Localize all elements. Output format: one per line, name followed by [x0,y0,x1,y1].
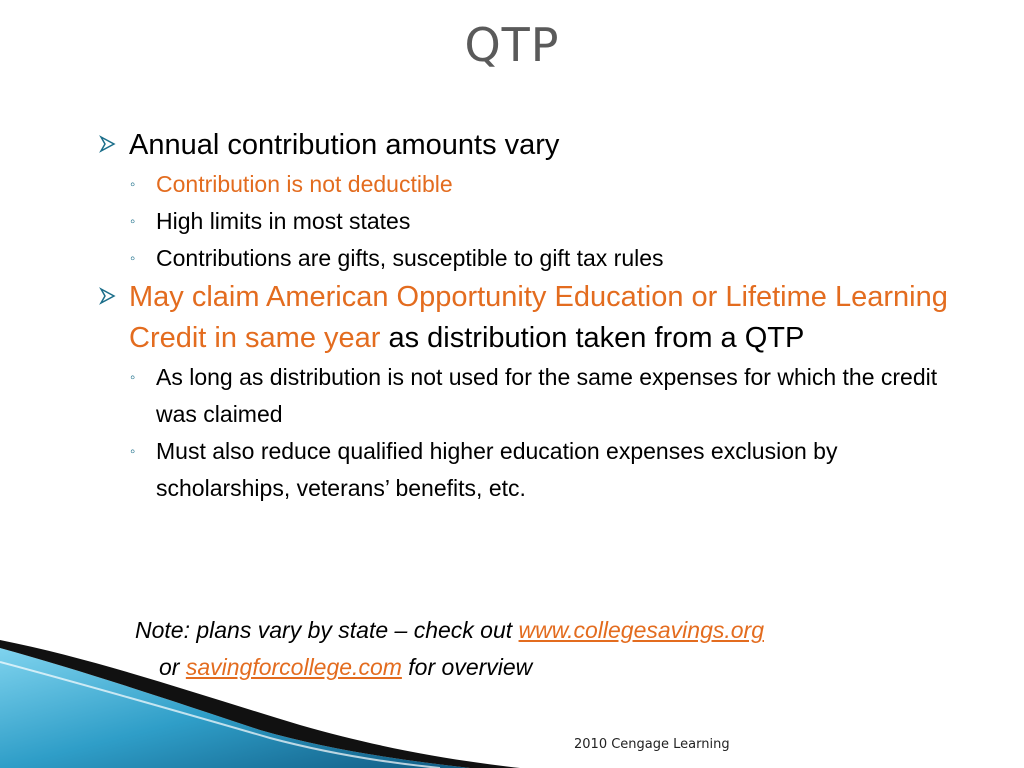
footer-copyright: 2010 Cengage Learning [574,737,730,752]
bullet-text-rest: as distribution taken from a QTP [380,322,805,354]
arrow-right-outline-icon [98,286,118,306]
collegesavings-link[interactable]: www.collegesavings.org [518,617,764,643]
savingforcollege-link[interactable]: savingforcollege.com [185,654,402,680]
bullet-text: Annual contribution amounts vary [129,129,560,161]
bullet-text-highlight: May claim American Opportunity Education or Lifetime Learning Credit in same year [129,281,948,354]
note-middle: or [159,654,186,680]
note [135,612,995,686]
sub-bullet-item [128,433,978,507]
small-circle-icon: ◦ [130,213,136,230]
sub-bullet-item [128,359,978,433]
sub-bullet-item [128,166,978,203]
arrow-right-outline-icon [98,134,118,154]
sub-bullet-text: Must also reduce qualified higher education expenses exclusion by scholarships, veterans’ benefits, etc. [156,438,838,501]
small-circle-icon: ◦ [130,369,136,386]
sub-bullet-item [128,240,978,277]
small-circle-icon: ◦ [130,176,136,193]
bullet-list [98,125,978,507]
sub-bullet-text: Contributions are gifts, susceptible to gift tax rules [156,245,664,271]
note-line-2 [135,649,995,686]
slide-title: QTP [464,18,560,72]
sub-bullet-text: High limits in most states [156,208,411,234]
small-circle-icon: ◦ [130,250,136,267]
bullet-item [98,125,978,166]
bullet-item [98,277,978,359]
sub-bullet-text: Contribution is not deductible [156,171,453,197]
note-suffix: for overview [401,654,533,680]
note-prefix: Note: plans vary by state – check out [135,617,519,643]
sub-bullet-text: As long as distribution is not used for the same expenses for which the credit was claimed [156,364,938,427]
sub-bullet-item [128,203,978,240]
small-circle-icon: ◦ [130,443,136,460]
